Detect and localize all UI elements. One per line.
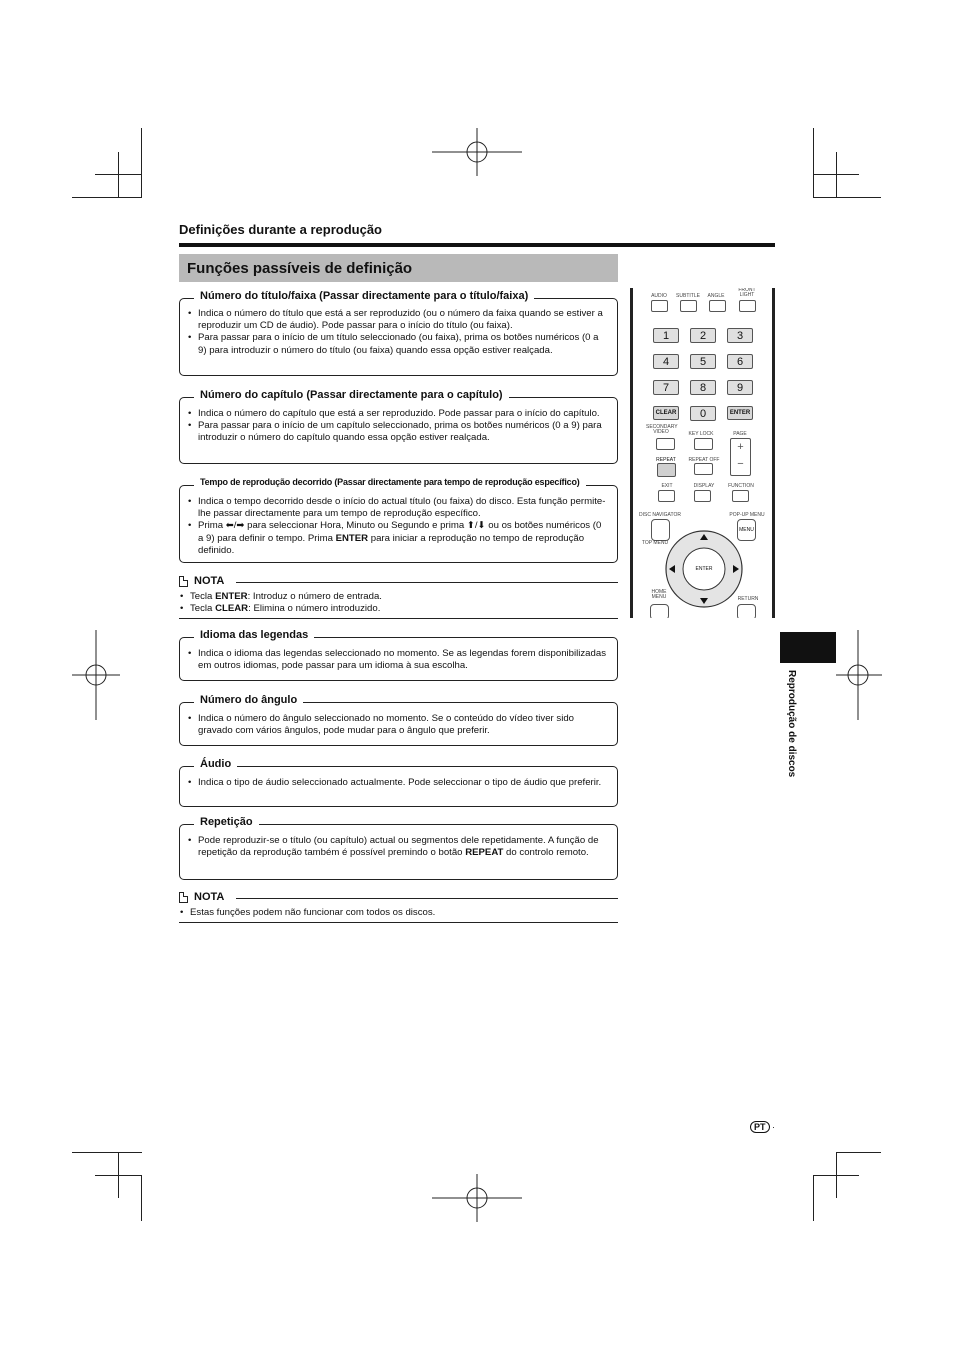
menu-button[interactable]: MENU: [737, 519, 756, 541]
section-title: Definições durante a reprodução: [179, 222, 382, 237]
registration-target: [72, 628, 122, 722]
exit-button[interactable]: [658, 490, 675, 502]
secondary-video-label: SECONDARY VIDEO: [646, 424, 678, 435]
crop-mark: [813, 197, 881, 198]
digit-7-button[interactable]: 7: [653, 380, 679, 395]
crop-mark: [836, 152, 837, 198]
home-menu-label: HOME MENU: [651, 589, 667, 600]
list-item: • Indica o tipo de áudio seleccionado actualmente. Pode seleccionar o tipo de áudio que preferir.: [198, 777, 609, 789]
page-label: PAGE: [733, 431, 747, 437]
remote-edge: [772, 288, 775, 618]
return-label: RETURN: [737, 596, 759, 602]
digit-2-button[interactable]: 2: [690, 328, 716, 343]
info-box-angle-number: [179, 694, 618, 746]
digit-5-button[interactable]: 5: [690, 354, 716, 369]
crop-mark: [813, 174, 859, 175]
box-title: Repetição: [194, 816, 259, 828]
box-title: Número do ângulo: [194, 694, 303, 706]
subtitle-label: SUBTITLE: [676, 293, 700, 299]
note-block: [179, 575, 618, 619]
crop-mark: [813, 128, 814, 198]
info-box-audio: [179, 758, 618, 807]
list-item: • Indica o número do ângulo seleccionado no momento. Se o conteúdo do vídeo tiver sido gravado com vários ângulos, pode mudar para o ângulo que preferir.: [198, 713, 609, 737]
disc-navigator-label: DISC NAVIGATOR: [639, 512, 681, 518]
heading-rule: [179, 243, 775, 247]
list-item: • Para passar para o início de um capítulo seleccionado, prima os botões numéricos (0 a 9) para introduzir o número do capítulo quando essa opção estiver realçada.: [198, 420, 609, 444]
front-light-button[interactable]: [739, 300, 756, 312]
repeat-off-button[interactable]: [694, 463, 713, 475]
registration-target: [430, 128, 524, 178]
box-title: Áudio: [194, 758, 237, 770]
audio-button[interactable]: [651, 300, 668, 312]
note-label: NOTA: [194, 575, 225, 587]
popup-menu-label: POP-UP MENU: [729, 512, 765, 518]
info-box-subtitle-language: [179, 629, 618, 681]
remote-control-illustration: [630, 288, 776, 618]
note-rule: [179, 618, 618, 619]
crop-mark: [72, 1152, 142, 1153]
registration-target: [430, 1174, 524, 1224]
key-lock-label: KEY LOCK: [688, 431, 714, 437]
key-lock-button[interactable]: [694, 438, 713, 450]
note-rule: [236, 898, 618, 899]
enter-button[interactable]: ENTER: [695, 566, 713, 572]
crop-mark: [118, 152, 119, 198]
note-rule: [179, 922, 618, 923]
note-item: • Tecla CLEAR: Elimina o número introduzido.: [190, 603, 618, 615]
info-box-title-number: [179, 290, 618, 376]
box-title: Número do capítulo (Passar directamente para o capítulo): [194, 389, 509, 401]
repeat-off-label: REPEAT OFF: [688, 457, 720, 463]
note-rule: [236, 582, 618, 583]
audio-label: AUDIO: [651, 293, 667, 299]
crop-mark: [141, 1175, 142, 1221]
registration-target: [834, 628, 884, 722]
subsection-band: [179, 254, 618, 282]
repeat-button[interactable]: [657, 463, 676, 477]
box-title: Idioma das legendas: [194, 629, 314, 641]
crop-mark: [813, 1175, 859, 1176]
subsection-title: Funções passíveis de definição: [187, 260, 413, 277]
digit-9-button[interactable]: 9: [727, 380, 753, 395]
crop-mark: [72, 197, 142, 198]
crop-mark: [836, 1152, 881, 1153]
list-item: • Indica o número do capítulo que está a ser reproduzido. Pode passar para o início do capítulo.: [198, 408, 609, 420]
home-menu-button[interactable]: [650, 604, 669, 618]
list-item: • Prima ⬅/➡ para seleccionar Hora, Minuto ou Segundo e prima ⬆/⬇ ou os botões numéricos (0 a 9) para definir o tempo. Prima ENTER para iniciar a reprodução no tempo de reprodução definido.: [198, 520, 609, 557]
subtitle-button[interactable]: [680, 300, 697, 312]
note-item: • Tecla ENTER: Introduz o número de entrada.: [190, 591, 618, 603]
crop-mark: [95, 1175, 142, 1176]
clear-button[interactable]: CLEAR: [653, 406, 679, 420]
crop-mark: [141, 128, 142, 198]
box-title: Tempo de reprodução decorrido (Passar directamente para tempo de reprodução específico): [194, 477, 586, 487]
list-item: • Indica o tempo decorrido desde o início do actual título (ou faixa) do disco. Esta função permite-lhe passar directamente para um tempo de reprodução específico.: [198, 496, 609, 520]
function-label: FUNCTION: [728, 483, 754, 489]
note-icon: [179, 576, 188, 587]
digit-8-button[interactable]: 8: [690, 380, 716, 395]
note-icon: [179, 892, 188, 903]
angle-label: ANGLE: [707, 293, 725, 299]
digit-6-button[interactable]: 6: [727, 354, 753, 369]
note-block: [179, 891, 618, 923]
return-button[interactable]: [737, 604, 756, 618]
crop-mark: [95, 174, 142, 175]
note-item: • Estas funções podem não funcionar com todos os discos.: [190, 907, 618, 919]
remote-edge: [630, 288, 633, 618]
digit-1-button[interactable]: 1: [653, 328, 679, 343]
list-item: • Indica o número do título que está a ser reproduzido (ou o número da faixa quando se estiver a reproduzir um CD de áudio). Pode passar para o início do título (ou faixa).: [198, 308, 609, 332]
side-tab-label: Reprodução de discos: [786, 670, 797, 778]
front-light-label: FRONT LIGHT: [738, 288, 756, 298]
box-title: Número do título/faixa (Passar directamente para o título/faixa): [194, 290, 534, 302]
repeat-label: REPEAT: [656, 457, 676, 463]
info-box-repeat: [179, 816, 618, 880]
digit-4-button[interactable]: 4: [653, 354, 679, 369]
secondary-video-button[interactable]: [656, 438, 675, 450]
crop-mark: [813, 1175, 814, 1221]
list-item: • Para passar para o início de um título seleccionado (ou faixa), prima os botões numéricos (0 a 9) para introduzir o número do título (ou faixa) quando essa opção estiver realçada.: [198, 332, 609, 356]
side-tab: [783, 670, 799, 800]
top-menu-label: TOP MENU: [641, 540, 669, 546]
digit-3-button[interactable]: 3: [727, 328, 753, 343]
enter-keypad-button[interactable]: ENTER: [727, 406, 753, 420]
list-item: • Indica o idioma das legendas seleccionado no momento. Se as legendas forem disponibilizadas em outros idiomas, pode passar para um idioma à sua escolha.: [198, 648, 609, 672]
info-box-elapsed-time: [179, 477, 618, 563]
side-tab-marker: [780, 632, 836, 663]
page-language: PT ·: [750, 1121, 775, 1133]
display-label: DISPLAY: [693, 483, 715, 489]
digit-0-button[interactable]: 0: [690, 406, 716, 421]
exit-label: EXIT: [661, 483, 673, 489]
angle-button[interactable]: [709, 300, 726, 312]
language-badge: PT: [750, 1121, 770, 1133]
note-label: NOTA: [194, 891, 225, 903]
display-button[interactable]: [694, 490, 711, 502]
function-button[interactable]: [732, 490, 749, 502]
page-button[interactable]: + −: [730, 438, 751, 476]
info-box-chapter-number: [179, 389, 618, 464]
list-item: • Pode reproduzir-se o título (ou capítulo) actual ou segmentos dele repetidamente. A função de repetição da reprodução também é possível premindo o botão REPEAT do controlo remoto.: [198, 835, 609, 859]
